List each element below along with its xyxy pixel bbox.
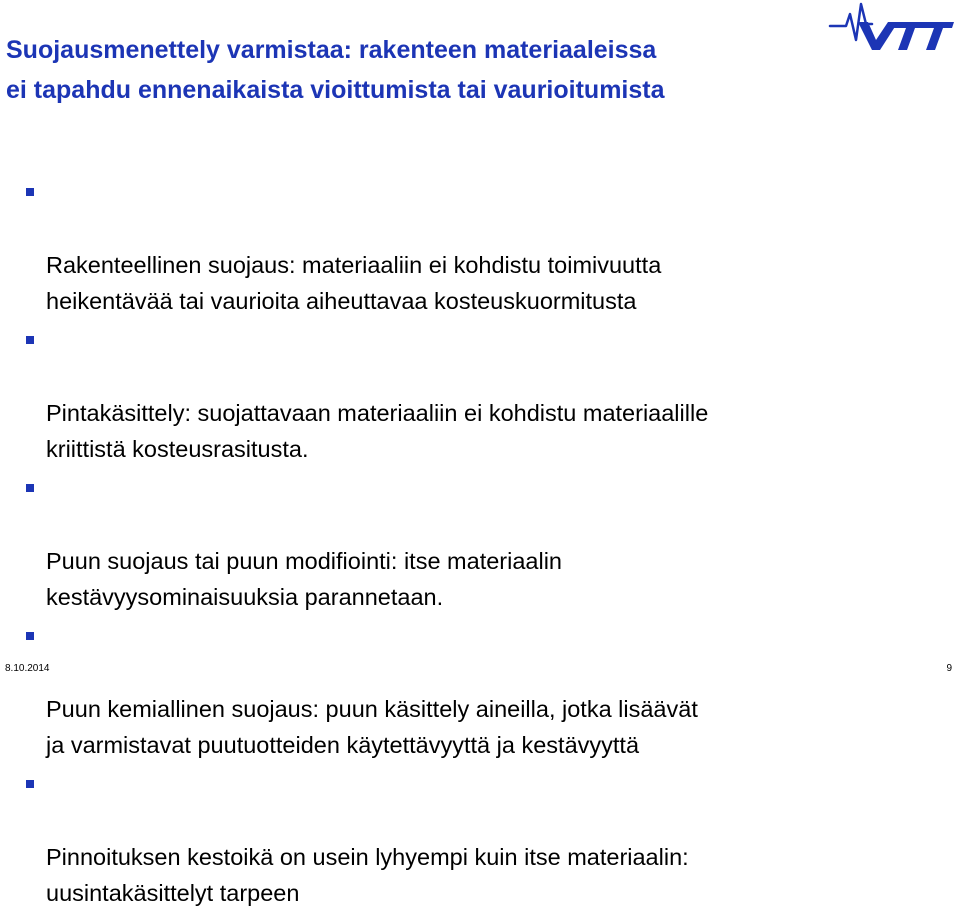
slide-title [6, 30, 836, 110]
square-bullet-icon [26, 188, 34, 196]
square-bullet-icon [26, 780, 34, 788]
footer-date: 8.10.2014 [5, 663, 50, 674]
bullet-list [24, 175, 944, 911]
bullet-text: Puun suojaus tai puun modifiointi: itse materiaalin kestävyysominaisuuksia parannetaan. [46, 548, 562, 610]
page-number: 9 [946, 663, 952, 674]
slide-title-line: ei tapahdu ennenaikaista vioittumista tai vaurioitumista [6, 76, 665, 104]
vtt-logo-icon [828, 2, 956, 54]
bullet-item [24, 175, 944, 319]
bullet-item [24, 471, 944, 615]
bullet-text: Rakenteellinen suojaus: materiaaliin ei kohdistu toimivuutta heikentävää tai vaurioita aiheuttavaa kosteuskuormitusta [46, 252, 662, 314]
slide-title-line: Suojausmenettely varmistaa: rakenteen materiaaleissa [6, 36, 657, 64]
square-bullet-icon [26, 336, 34, 344]
bullet-item [24, 767, 944, 911]
bullet-item [24, 619, 944, 763]
bullet-text: Pinnoituksen kestoikä on usein lyhyempi kuin itse materiaalin: uusintakäsittelyt tarpeen [46, 844, 689, 906]
bullet-item [24, 323, 944, 467]
bullet-text: Puun kemiallinen suojaus: puun käsittely aineilla, jotka lisäävät ja varmistavat puutuotteiden käytettävyyttä ja kestävyyttä [46, 696, 698, 758]
bullet-text: Pintakäsittely: suojattavaan materiaaliin ei kohdistu materiaalille kriittistä kosteusrasitusta. [46, 400, 709, 462]
square-bullet-icon [26, 484, 34, 492]
square-bullet-icon [26, 632, 34, 640]
